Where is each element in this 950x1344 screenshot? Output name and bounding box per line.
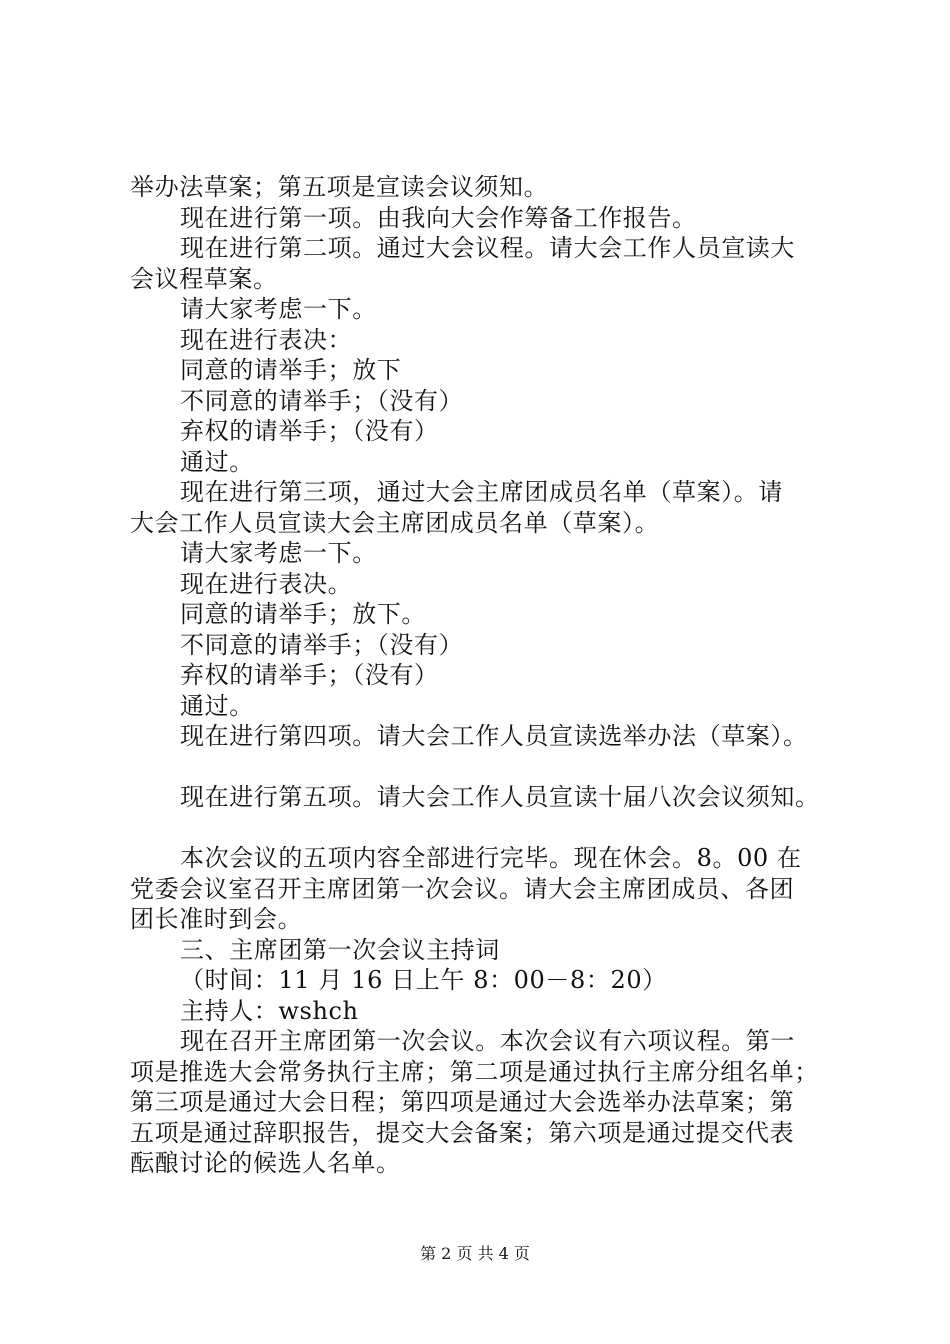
document-body bbox=[130, 172, 836, 1179]
text-line: 五项是通过辞职报告，提交大会备案；第六项是通过提交代表 bbox=[130, 1118, 795, 1147]
text-line: 现在进行第五项。请大会工作人员宣读十届八次会议须知。 bbox=[180, 783, 820, 811]
text-line: 请大家考虑一下。 bbox=[180, 539, 377, 567]
text-line: 通过。 bbox=[180, 447, 254, 476]
text-line: 现在进行第三项，通过大会主席团成员名单（草案）。请 bbox=[180, 478, 783, 506]
text-line: 酝酿讨论的候选人名单。 bbox=[130, 1149, 401, 1177]
text-line: 请大家考虑一下。 bbox=[180, 295, 377, 323]
text-line: 主持人：wshch bbox=[180, 996, 359, 1025]
text-line: 弃权的请举手；（没有） bbox=[180, 417, 439, 445]
text-line: 举办法草案；第五项是宣读会议须知。 bbox=[130, 173, 549, 201]
text-line: 现在进行表决： bbox=[180, 325, 353, 354]
text-line: （时间：11 月 16 日上午 8：00－8：20） bbox=[180, 966, 667, 994]
text-line: 同意的请举手；放下 bbox=[180, 356, 402, 384]
text-line: 现在进行第二项。通过大会议程。请大会工作人员宣读大 bbox=[180, 234, 795, 262]
text-line: 本次会议的五项内容全部进行完毕。现在休会。8。00 在 bbox=[180, 844, 802, 872]
text-line: 现在进行第四项。请大会工作人员宣读选举办法（草案）。 bbox=[180, 722, 808, 750]
text-line: 不同意的请举手；（没有） bbox=[180, 386, 464, 415]
text-line: 第三项是通过大会日程；第四项是通过大会选举办法草案；第 bbox=[130, 1088, 795, 1116]
text-line: 会议程草案。 bbox=[130, 264, 278, 293]
section-heading: 三、主席团第一次会议主持词 bbox=[180, 935, 500, 964]
text-line: 大会工作人员宣读大会主席团成员名单（草案）。 bbox=[130, 508, 660, 537]
text-line: 同意的请举手；放下。 bbox=[180, 600, 426, 628]
text-line: 通过。 bbox=[180, 691, 254, 720]
text-line: 现在召开主席团第一次会议。本次会议有六项议程。第一 bbox=[180, 1027, 795, 1055]
text-line: 弃权的请举手；（没有） bbox=[180, 661, 439, 689]
text-line: 党委会议室召开主席团第一次会议。请大会主席团成员、各团 bbox=[130, 874, 795, 903]
text-line: 团长准时到会。 bbox=[130, 905, 303, 933]
text-line: 现在进行表决。 bbox=[180, 569, 353, 598]
blank-line bbox=[130, 752, 836, 783]
text-line: 项是推选大会常务执行主席；第二项是通过执行主席分组名单； bbox=[130, 1057, 819, 1086]
blank-line bbox=[130, 813, 836, 844]
text-line: 不同意的请举手；（没有） bbox=[180, 630, 464, 659]
text-line: 现在进行第一项。由我向大会作筹备工作报告。 bbox=[180, 203, 697, 232]
page-number-footer: 第 2 页 共 4 页 bbox=[420, 1244, 530, 1263]
